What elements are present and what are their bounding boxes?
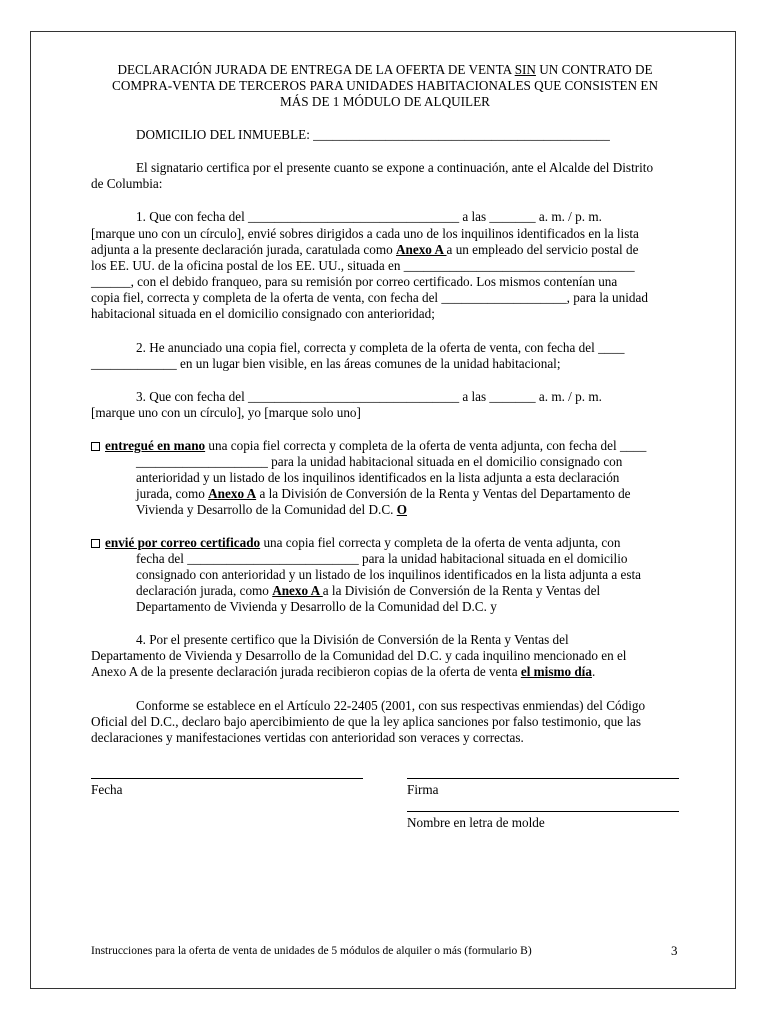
signature-label: Firma xyxy=(407,782,439,797)
footer-text: Instrucciones para la oferta de venta de unidades de 5 módulos de alquiler o más (formulario B) xyxy=(91,945,532,957)
option-mail-line-5: Departamento de Vivienda y Desarrollo de la Comunidad del D.C. y xyxy=(136,599,497,614)
option-mail-text: a la División de Conversión de la Renta y Ventas del xyxy=(322,583,601,598)
date-line[interactable] xyxy=(91,778,363,779)
closing-line-2: Oficial del D.C., declaro bajo apercibimiento de que la ley aplica sanciones por falso testimonio, que las xyxy=(91,714,642,729)
property-address-field[interactable]: DOMICILIO DEL INMUEBLE: _____________________________________________ xyxy=(136,127,610,142)
item1-line-2: [marque uno con un círculo], envié sobres dirigidos a cada uno de los inquilinos identificados en la lista xyxy=(91,226,639,241)
date-label: Fecha xyxy=(91,782,123,797)
option-mail-text: una copia fiel correcta y completa de la oferta de venta adjunta, con xyxy=(260,535,621,550)
intro-line-1: El signatario certifica por el presente cuanto se expone a continuación, ante el Alcalde del Distrito xyxy=(136,160,654,175)
item1-text: a un empleado del servicio postal de xyxy=(446,242,639,257)
certified-mail-checkbox[interactable] xyxy=(91,539,100,548)
option-mail-line-1 xyxy=(91,535,620,551)
same-day-emphasis: el mismo día xyxy=(520,664,592,679)
option-mail-line-2: fecha del __________________________ para la unidad habitacional situada en el domicilio xyxy=(136,551,628,566)
option-hand-line-2: ____________________ para la unidad habitacional situada en el domicilio consignado con xyxy=(136,454,623,469)
option-mail-line-4 xyxy=(136,583,600,599)
title-text: UN CONTRATO DE xyxy=(535,62,653,77)
item3-line-2: [marque uno con un círculo], yo [marque solo uno] xyxy=(91,405,361,420)
title-line-2: COMPRA-VENTA DE TERCEROS PARA UNIDADES HABITACIONALES QUE CONSISTEN EN xyxy=(112,78,658,93)
item1-text: adjunta a la presente declaración jurada, caratulada como xyxy=(91,242,396,257)
title-sin: SIN xyxy=(514,62,536,77)
item1-line-5: ______, con el debido franqueo, para su remisión por correo certificado. Los mismos contenían una xyxy=(91,274,618,289)
printed-name-label: Nombre en letra de molde xyxy=(407,815,545,830)
option-hand-text: jurada, como xyxy=(136,486,209,501)
item4-text: . xyxy=(591,664,596,679)
option-hand-line-5 xyxy=(136,502,407,518)
option-mail-line-3: consignado con anterioridad y un listado de los inquilinos identificados en la lista adjunta a esta xyxy=(136,567,642,582)
closing-line-3: declaraciones y manifestaciones vertidas con anterioridad son veraces y correctas. xyxy=(91,730,524,745)
title-text: DECLARACIÓN JURADA DE ENTREGA DE LA OFERTA DE VENTA xyxy=(117,62,515,77)
item1-line-4: los EE. UU. de la oficina postal de los EE. UU., situada en ___________________________________ xyxy=(91,258,635,273)
item1-line-3 xyxy=(91,242,638,258)
hand-delivery-label: entregué en mano xyxy=(105,438,206,453)
title-line-3: MÁS DE 1 MÓDULO DE ALQUILER xyxy=(280,94,490,109)
printed-name-line[interactable] xyxy=(407,811,679,812)
signature-line[interactable] xyxy=(407,778,679,779)
page-number: 3 xyxy=(671,943,678,958)
item1-line-1: 1. Que con fecha del ________________________________ a las _______ a. m. / p. m. xyxy=(136,209,602,224)
hand-delivery-checkbox[interactable] xyxy=(91,442,100,451)
option-hand-line-4 xyxy=(136,486,631,502)
intro-line-2: de Columbia: xyxy=(91,176,163,191)
or-separator: O xyxy=(396,502,407,517)
item3-line-1: 3. Que con fecha del ________________________________ a las _______ a. m. / p. m. xyxy=(136,389,602,404)
option-hand-line-3: anterioridad y un listado de los inquilinos identificados en la lista adjunta a esta declaración xyxy=(136,470,620,485)
item1-line-6: copia fiel, correcta y completa de la oferta de venta, con fecha del ___________________, para la unidad xyxy=(91,290,648,305)
certified-mail-label: envié por correo certificado xyxy=(105,535,261,550)
option-mail-text: declaración jurada, como xyxy=(136,583,273,598)
anexo-a-ref: Anexo A xyxy=(208,486,257,501)
anexo-a-ref: Anexo A xyxy=(272,583,323,598)
item2-line-2: _____________ en un lugar bien visible, en las áreas comunes de la unidad habitacional; xyxy=(91,356,561,371)
option-hand-line-1 xyxy=(91,438,646,454)
item4-text: Anexo A de la presente declaración jurada recibieron copias de la oferta de venta xyxy=(91,664,521,679)
title-line-1 xyxy=(0,62,770,78)
closing-line-1: Conforme se establece en el Artículo 22-2405 (2001, con sus respectivas enmiendas) del Código xyxy=(136,698,646,713)
item4-line-1: 4. Por el presente certifico que la División de Conversión de la Renta y Ventas del xyxy=(136,632,569,647)
option-hand-text: Vivienda y Desarrollo de la Comunidad del D.C. xyxy=(136,502,397,517)
option-hand-text: a la División de Conversión de la Renta y Ventas del Departamento de xyxy=(256,486,631,501)
anexo-a-ref: Anexo A xyxy=(395,242,447,257)
item1-line-7: habitacional situada en el domicilio consignado con anterioridad; xyxy=(91,306,435,321)
item4-line-2: Departamento de Vivienda y Desarrollo de la Comunidad del D.C. y cada inquilino mencionado en el xyxy=(91,648,627,663)
item2-line-1: 2. He anunciado una copia fiel, correcta y completa de la oferta de venta, con fecha del ____ xyxy=(136,340,625,355)
option-hand-text: una copia fiel correcta y completa de la oferta de venta adjunta, con fecha del ____ xyxy=(205,438,647,453)
item4-line-3 xyxy=(91,664,595,680)
